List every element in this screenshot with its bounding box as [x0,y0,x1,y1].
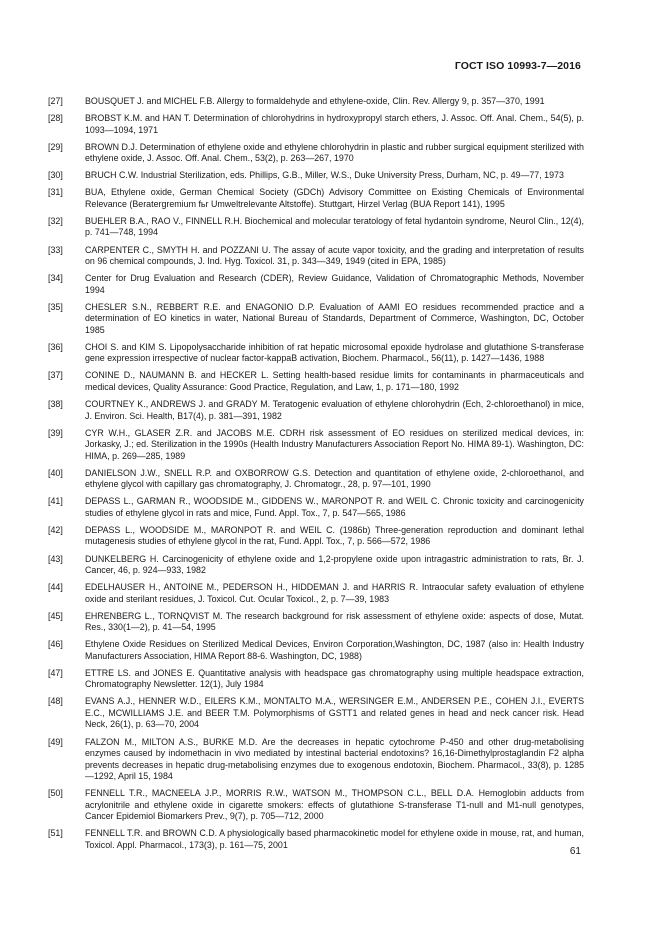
reference-number: [40] [48,467,63,478]
reference-number: [34] [48,273,63,284]
reference-entry [48,370,584,393]
reference-number: [28] [48,113,63,124]
reference-text: FENNELL T.R. and BROWN C.D. A physiologically based pharmacokinetic model for ethylene oxide in mouse, rat, and human, Toxicol. Appl. Pharmacol., 173(3), p. 161—75, 2001 [85,828,584,850]
reference-entry [48,468,584,491]
reference-text: Center for Drug Evaluation and Research (CDER), Review Guidance, Validation of Chromatographic Methods, November 1994 [85,273,584,295]
reference-number: [41] [48,496,63,507]
reference-entry [48,187,584,210]
reference-text: BROBST K.M. and HAN T. Determination of chlorohydrins in hydroxypropyl starch ethers, J. Assoc. Off. Anal. Chem., 54(5), p. 1093—1094, 1971 [85,113,584,135]
reference-entry [48,245,584,268]
reference-entry [48,696,584,731]
reference-entry [48,668,584,691]
reference-entry [48,113,584,136]
reference-number: [51] [48,828,63,839]
reference-number: [50] [48,788,63,799]
reference-number: [35] [48,301,63,312]
reference-number: [30] [48,170,63,181]
reference-entry [48,273,584,296]
reference-entry [48,302,584,337]
reference-entry [48,216,584,239]
reference-text: BROWN D.J. Determination of ethylene oxide and ethylene chlorohydrin in plastic and rubber surgical equipment sterilized with ethylene oxide, J. Assoc. Off. Anal. Chem., 53(2), p. 263—267, 1970 [85,141,584,164]
reference-entry [48,554,584,577]
reference-number: [46] [48,639,63,650]
reference-number: [27] [48,96,63,106]
reference-entry [48,611,584,634]
page-number: 61 [569,846,581,857]
reference-number: [48] [48,696,63,707]
reference-text: EVANS A.J., HENNER W.D., EILERS K.M., MONTALTO M.A., WERSINGER E.M., ANDERSEN P.E., COHEN J.I., EVERTS E.C., MCWILLIAMS J.E. and BEER T.M. Polymorphisms of GSTT1 and related genes in head and neck cancer risk. Head Neck, 26(1), p. 63—70, 2004 [85,696,584,730]
reference-number: [49] [48,736,63,747]
reference-text: COURTNEY K., ANDREWS J. and GRADY M. Teratogenic evaluation of ethylene chlorohydrin (Ech, 2-chloroethanol) in mice, J. Environ. Sci. Health, B17(4), p. 381—391, 1982 [85,399,584,421]
reference-entry [48,582,584,605]
reference-text: CHOI S. and KIM S. Lipopolysaccharide inhibition of rat hepatic microsomal epoxide hydrolase and glutathione S-transferase gene expression irrespective of nuclear factor-kappaB activation, Biochem. Pharmacol., 56(11), p. 1427—1436, 1988 [85,341,584,364]
reference-text: DEPASS L., GARMAN R., WOODSIDE M., GIDDENS W., MARONPOT R. and WEIL C. Chronic toxicity and carcinogenicity studies of ethylene glycol in rats and mice, Fund. Appl. Tox., 7, p. 547—565, 1986 [85,496,584,518]
reference-entry [48,496,584,519]
reference-text: ETTRE LS. and JONES E. Quantitative analysis with headspace gas chromatography using multiple headspace extraction, Chromatography Newsletter. 12(1), July 1984 [85,667,584,690]
reference-text: CONINE D., NAUMANN B. and HECKER L. Setting health-based residue limits for contaminants in pharmaceuticals and medical devices, Quality Assurance: Good Practice, Regulation, and Law, 1, p. 171—180, 1992 [85,370,584,392]
reference-entry [48,342,584,365]
reference-number: [45] [48,610,63,621]
reference-entry [48,399,584,422]
reference-number: [31] [48,187,63,198]
reference-number: [36] [48,341,63,352]
reference-text: DANIELSON J.W., SNELL R.P. and OXBORROW G.S. Detection and quantitation of ethylene oxide, 2-chloroethanol, and ethylene glycol with capillary gas chromatography, J. Chromatogr., 28, p. 97—101, 1990 [85,467,584,490]
reference-number: [32] [48,215,63,226]
reference-entry [48,525,584,548]
reference-text: BUA, Ethylene oxide, German Chemical Society (GDCh) Advisory Committee on Existing Chemicals of Environmental Relevance (Beratergremium fьr Umweltrelevante Altstoffe). Stuttgart, Hirzel Verlag (BUA Report 141), 1995 [85,187,584,209]
reference-number: [43] [48,553,63,564]
reference-number: [38] [48,399,63,410]
reference-text: FALZON M., MILTON A.S., BURKE M.D. Are the decreases in hepatic cytochrome P-450 and other drug-metabolising enzymes caused by indomethacin in vivo mediated by intestinal bacterial endotoxins? 16,16-Dimethylprostaglandin F2 alpha prevents decreases in hepatic drug-metabolising enzymes due to exogenous endotoxin, Biochem. Pharmacol., 33(8), p. 1285—1292, April 15, 1984 [85,736,584,782]
reference-entry [48,170,584,182]
reference-entry [48,737,584,783]
reference-entry [48,142,584,165]
reference-number: [42] [48,524,63,535]
reference-text: EDELHAUSER H., ANTOINE M., PEDERSON H., HIDDEMAN J. and HARRIS R. Intraocular safety evaluation of ethylene oxide and sterilant residues, J. Toxicol. Cut. Ocular Toxicol., 2, p. 7—39, 1983 [85,582,584,604]
reference-number: [44] [48,582,63,593]
reference-entry [48,828,584,851]
reference-text: BOUSQUET J. and MICHEL F.B. Allergy to formaldehyde and ethylene-oxide, Clin. Rev. Allergy 9, p. 357—370, 1991 [85,96,545,106]
reference-number: [47] [48,667,63,678]
reference-entry [48,788,584,823]
reference-text: BRUCH C.W. Industrial Sterilization, eds. Phillips, G.B., Miller, W.S., Duke University Press, Durham, NC, p. 49—77, 1973 [85,170,564,181]
reference-number: [39] [48,427,63,438]
reference-text: CHESLER S.N., REBBERT R.E. and ENAGONIO D.P. Evaluation of AAMI EO residues recommended practice and a determination of EO kinetics in water, National Bureau of Standards, Department of Commerce, Washington, DC, October 1985 [85,301,584,335]
reference-entry [48,428,584,463]
reference-text: CARPENTER C., SMYTH H. and POZZANI U. The assay of acute vapor toxicity, and the grading and interpretation of results on 96 chemical compounds, J. Ind. Hyg. Toxicol. 31, p. 343—349, 1949 (cited in EPA, 1985) [85,244,584,267]
reference-entry [48,639,584,662]
reference-text: Ethylene Oxide Residues on Sterilized Medical Devices, Environ Corporation,Washington, DC, 1987 (also in: Health Industry Manufacturers Association, HIMA Report 88-6. Washington, DC, 1988) [85,639,584,661]
reference-text: BUEHLER B.A., RAO V., FINNELL R.H. Biochemical and molecular teratology of fetal hydantoin syndrome, Neurol Clin., 12(4), p. 741—748, 1994 [85,215,584,238]
reference-number: [37] [48,370,63,381]
reference-text: DEPASS L., WOODSIDE M., MARONPOT R. and WEIL C. (1986b) Three-generation reproduction and dominant lethal mutagenesis studies of ethylene glycol in the rat, Fund. Appl. Tox., 7, p. 566—572, 1986 [85,524,584,547]
reference-number: [33] [48,244,63,255]
reference-text: DUNKELBERG H. Carcinogenicity of ethylene oxide and 1,2-propylene oxide upon intragastric administration to rats, Br. J. Cancer, 46, p. 924—933, 1982 [85,553,584,575]
document-header: ГОСТ ISO 10993-7—2016 [454,60,581,72]
reference-text: FENNELL T.R., MACNEELA J.P., MORRIS R.W., WATSON M., THOMPSON C.L., BELL D.A. Hemoglobin adducts from acrylonitrile and ethylene oxide in cigarette smokers: effects of glutathione S-transferase T1-null and M1-null genotypes, Cancer Epidemiol Biomarkers Prev., 9(7), p. 705—712, 2000 [85,788,584,822]
reference-list [48,96,584,857]
reference-entry [48,96,584,108]
reference-text: CYR W.H., GLASER Z.R. and JACOBS M.E. CDRH risk assessment of EO residues on sterilized medical devices, in: Jorkasky, J.; ed. Sterilization in the 1990s (Health Industry Manufacturers Association Report No. HIMA 89-1). Washington, DC: HIMA, p. 269—285, 1989 [85,427,584,461]
reference-text: EHRENBERG L., TORNQVIST M. The research background for risk assessment of ethylene oxide: aspects of dose, Mutat. Res., 330(1—2), p. 41—54, 1995 [85,610,584,633]
reference-number: [29] [48,141,63,152]
